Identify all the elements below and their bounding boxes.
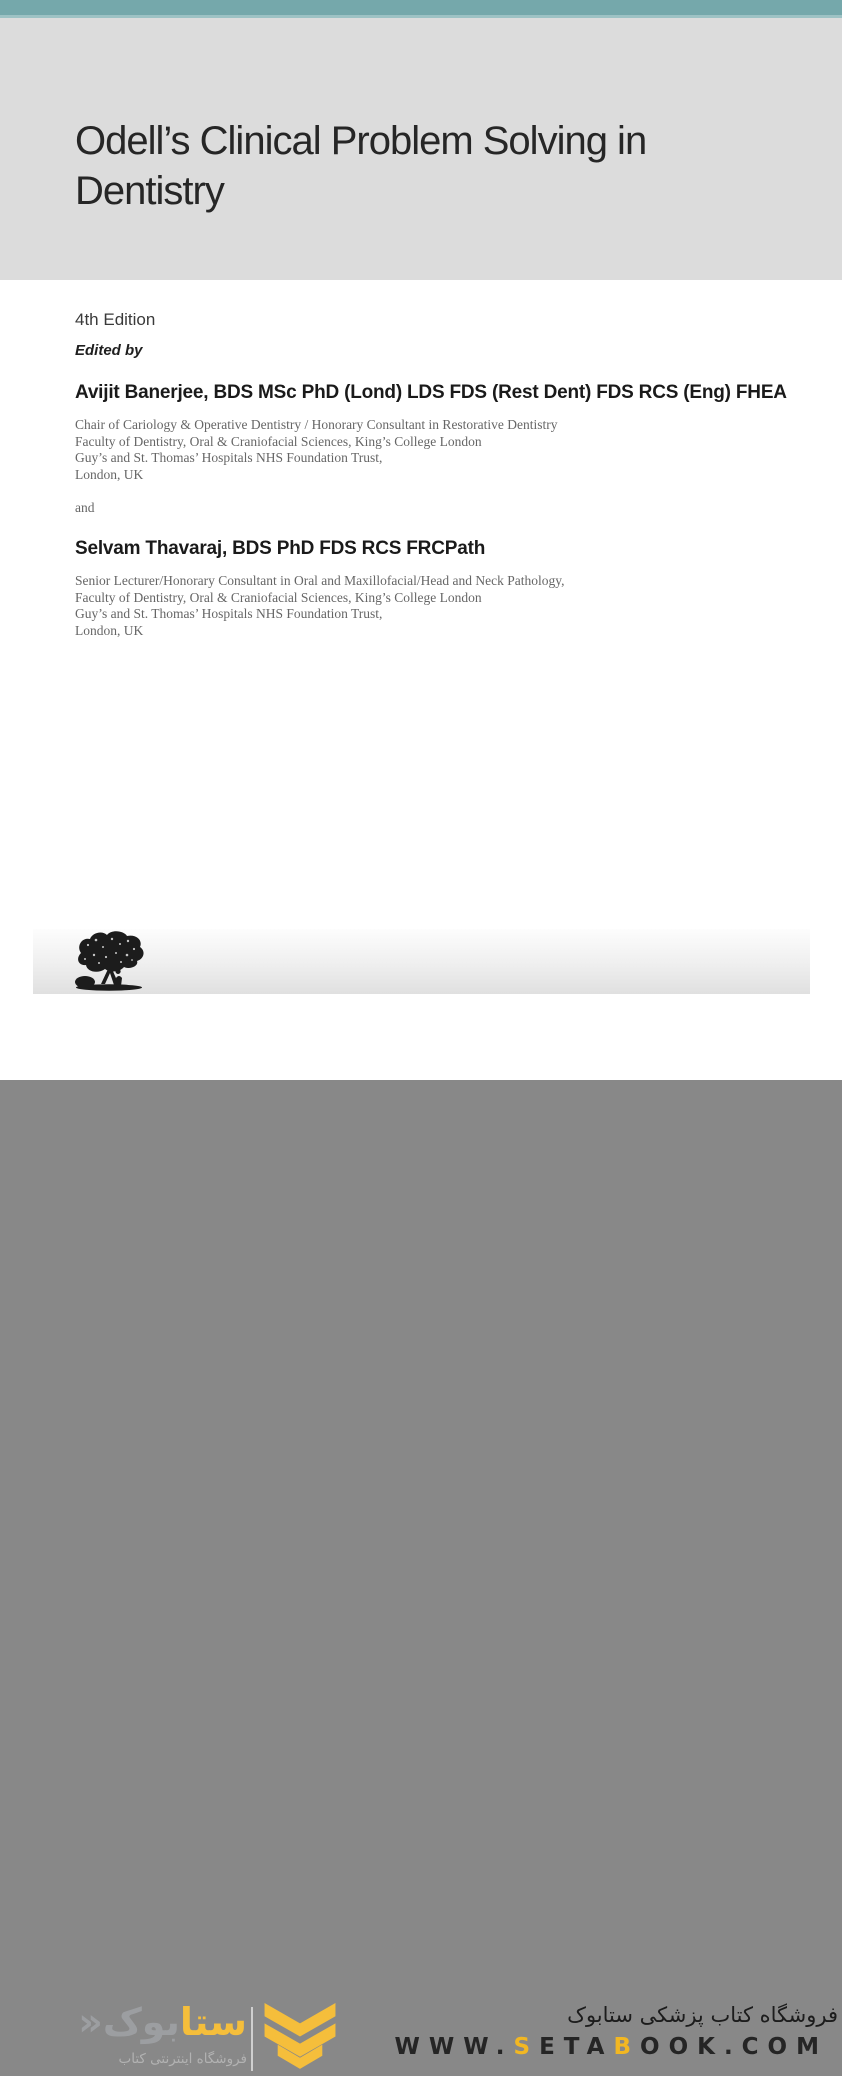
edited-by-label: Edited by [75,342,143,359]
top-teal-bar [0,0,842,15]
url-part-accent: B [613,2034,641,2060]
publisher-gradient-band [33,929,810,994]
page-title-line-2: Dentistry [75,169,224,213]
editor-1-name: Avijit Banerjee, BDS MSc PhD (Lond) LDS FDS (Rest Dent) FDS RCS (Eng) FHEA [75,382,787,403]
logo-divider [251,2007,253,2071]
setabook-wordmark [75,2000,247,2044]
setabook-wordmark-yellow: ستا [179,2000,247,2044]
store-title-text: فروشگاه کتاب پزشکی ستابوک [567,2003,838,2027]
url-part: WWW. [394,2034,514,2060]
setabook-wordmark-gray: بوک« [78,2000,180,2044]
setabook-chevron-icon [262,1999,338,2076]
editor-1-affiliation-line: Guy’s and St. Thomas’ Hospitals NHS Foundation Trust, [75,450,383,465]
editor-2-affiliation-line: London, UK [75,622,144,638]
editor-1-affiliation-line: Faculty of Dentistry, Oral & Craniofacial Sciences, King’s College London [75,433,482,449]
editor-2-affiliation [75,573,695,639]
page-title-line-1: Odell’s Clinical Problem Solving in [75,119,647,163]
page-title [75,116,775,216]
editor-2-affiliation-line: Senior Lecturer/Honorary Consultant in Oral and Maxillofacial/Head and Neck Pathology, [75,573,565,588]
footer-banner [0,998,842,2067]
and-label: and [75,500,95,515]
setabook-url [395,2034,829,2060]
editor-1-affiliation-line: Chair of Cariology & Operative Dentistry / Honorary Consultant in Restorative Dentistry [75,417,558,432]
elsevier-tree-icon [72,931,146,993]
url-part: OOK.COM [640,2034,828,2060]
url-part-accent: S [513,2034,540,2060]
editor-1-affiliation [75,417,695,483]
editor-2-name: Selvam Thavaraj, BDS PhD FDS RCS FRCPath [75,538,486,559]
setabook-tagline: فروشگاه اینترنتی کتاب [118,2051,247,2067]
editor-2-affiliation-line: Guy’s and St. Thomas’ Hospitals NHS Foundation Trust, [75,606,383,621]
url-part: ETA [539,2034,614,2060]
edition-label: 4th Edition [75,310,156,329]
editor-1-affiliation-line: London, UK [75,466,144,482]
editor-2-affiliation-line: Faculty of Dentistry, Oral & Craniofacial Sciences, King’s College London [75,589,482,605]
